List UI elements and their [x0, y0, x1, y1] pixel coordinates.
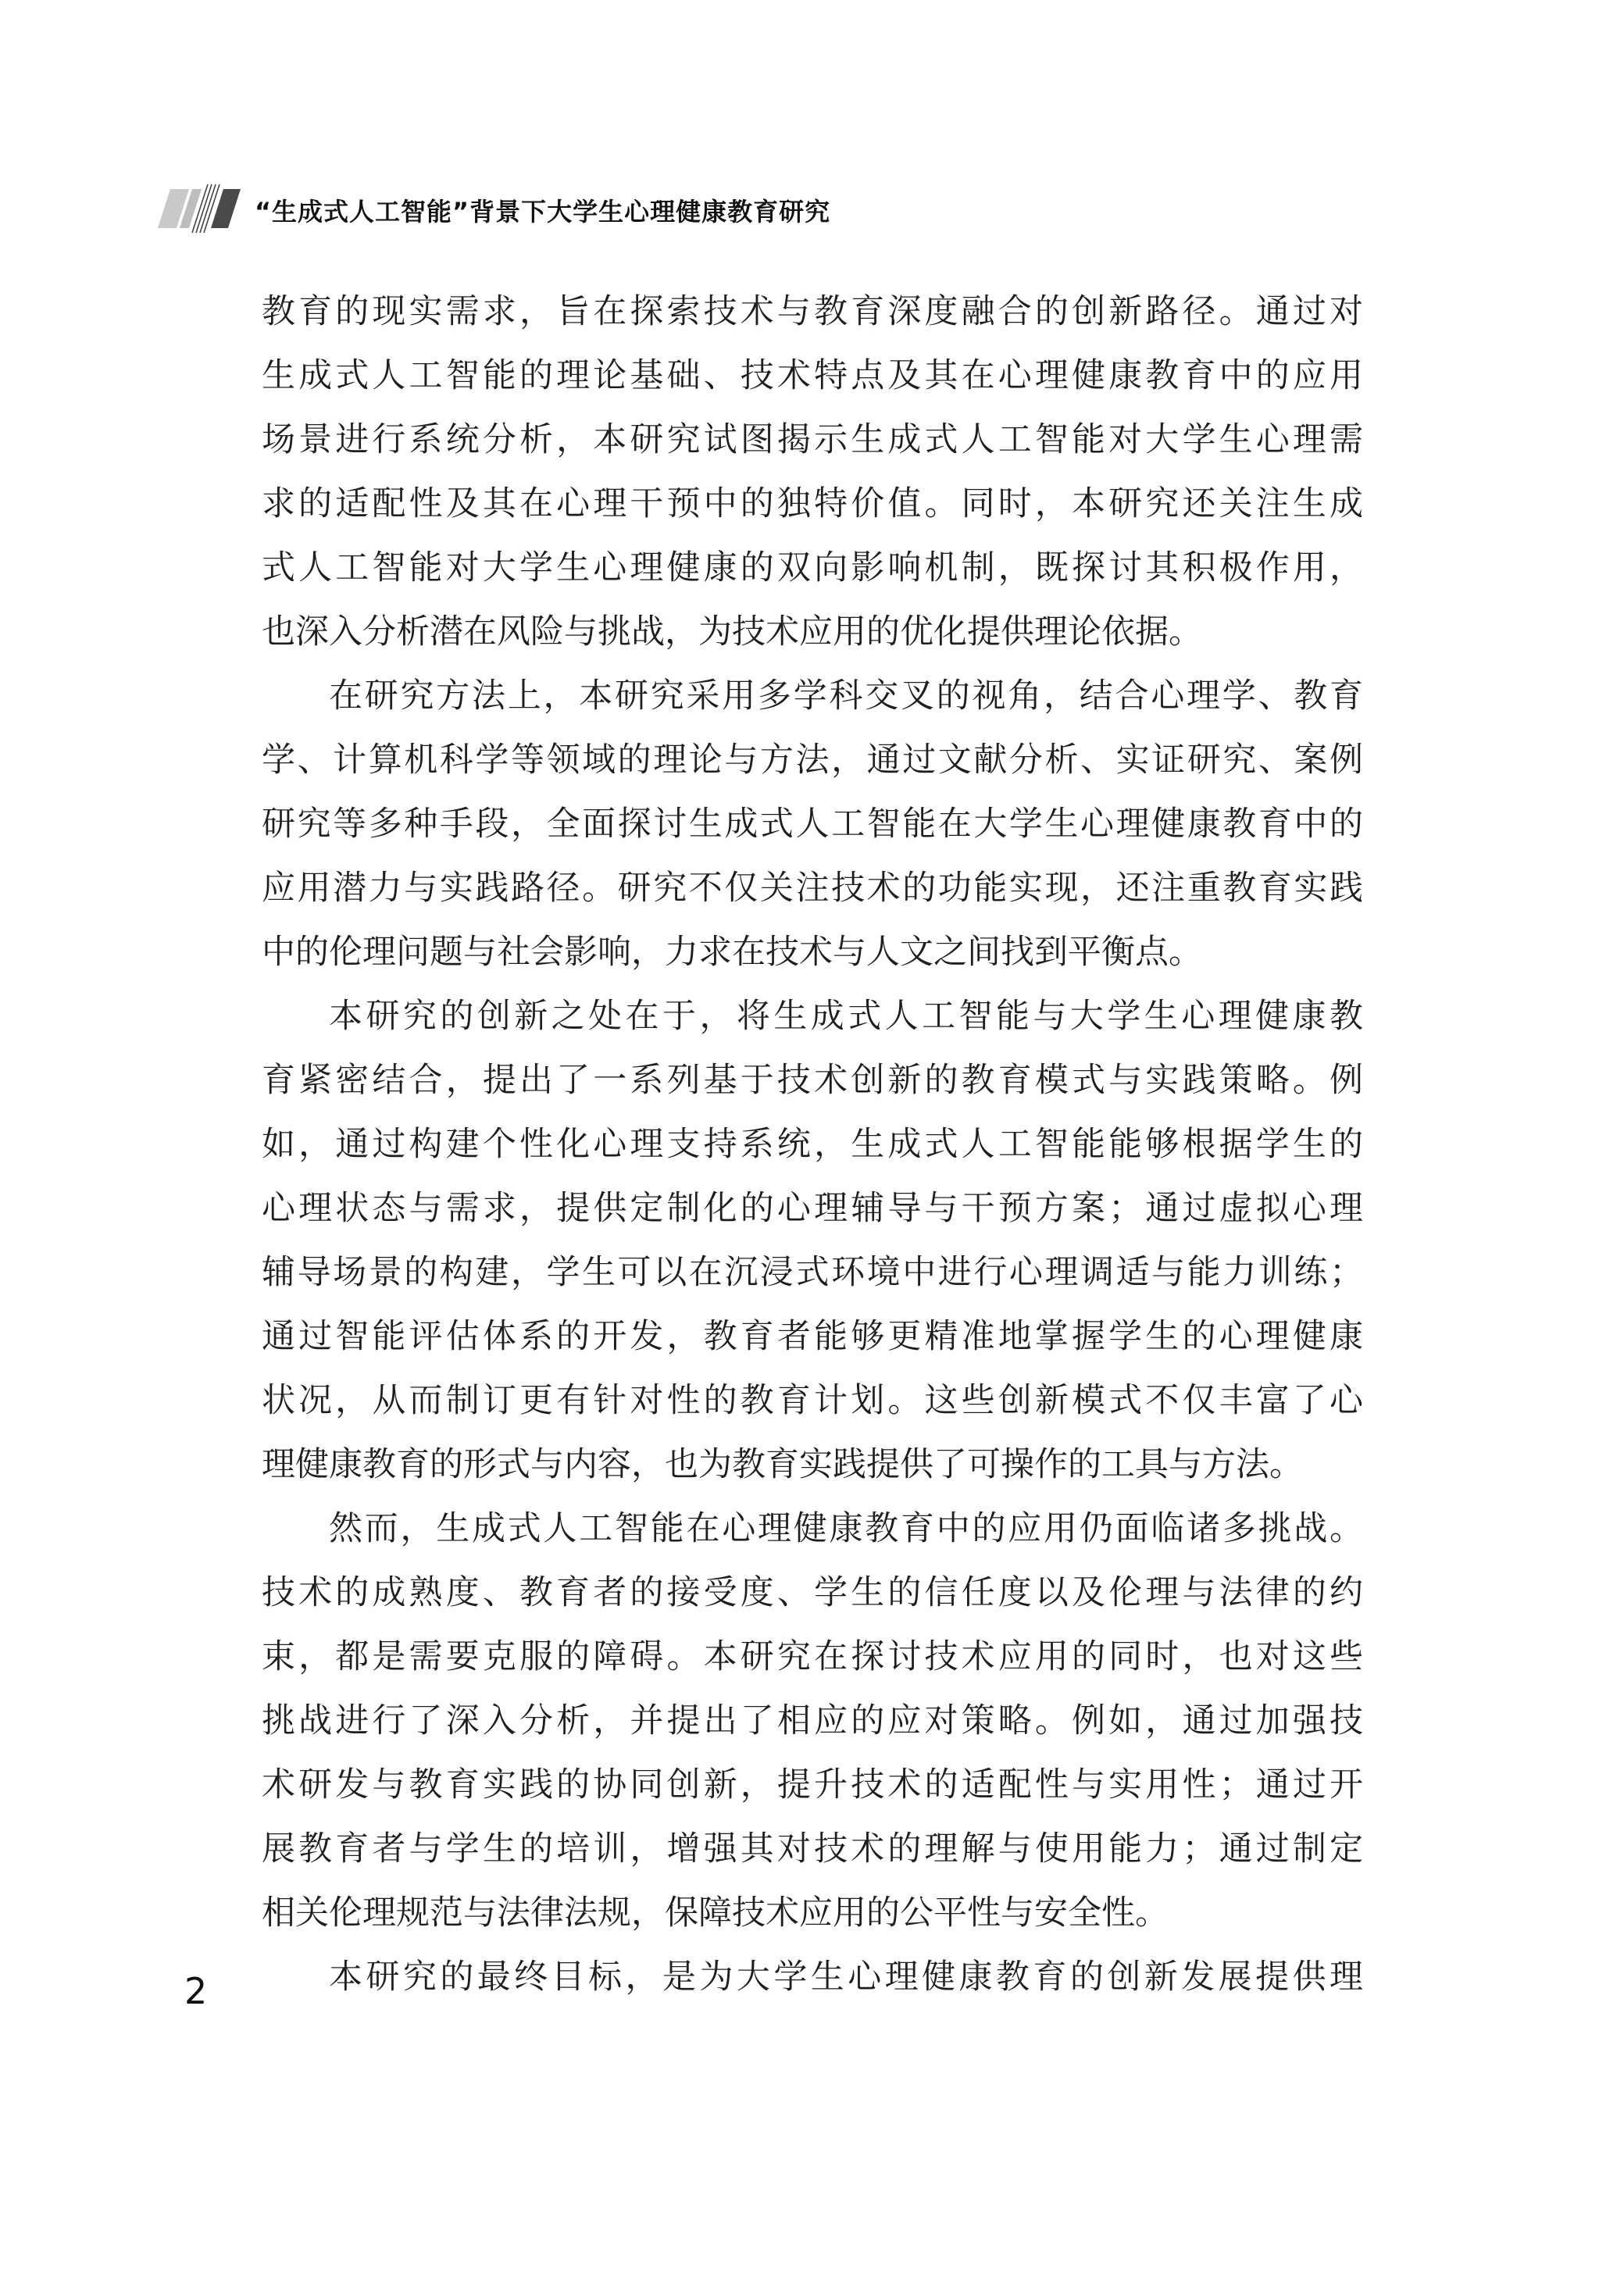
- text-line: 展教育者与学生的培训，增强其对技术的理解与使用能力；通过制定: [262, 1829, 1363, 1868]
- text-line: 术研发与教育实践的协同创新，提升技术的适配性与实用性；通过开: [262, 1765, 1363, 1804]
- text-line: 也深入分析潜在风险与挑战，为技术应用的优化提供理论依据。: [262, 612, 1202, 651]
- text-line: 求的适配性及其在心理干预中的独特价值。同时，本研究还关注生成: [262, 484, 1363, 523]
- paragraph: [262, 280, 1363, 664]
- text-line: 式人工智能对大学生心理健康的双向影响机制，既探讨其积极作用，: [262, 548, 1363, 587]
- running-header: [156, 181, 1328, 236]
- text-line: 生成式人工智能的理论基础、技术特点及其在心理健康教育中的应用: [262, 356, 1363, 395]
- text-line: 通过智能评估体系的开发，教育者能够更精准地掌握学生的心理健康: [262, 1317, 1363, 1356]
- text-line: 本研究的创新之处在于，将生成式人工智能与大学生心理健康教: [329, 997, 1363, 1036]
- text-line: 束，都是需要克服的障碍。本研究在探讨技术应用的同时，也对这些: [262, 1637, 1363, 1676]
- paragraph: [262, 984, 1363, 1497]
- text-line: 学、计算机科学等领域的理论与方法，通过文献分析、实证研究、案例: [262, 741, 1363, 780]
- text-line: 育紧密结合，提出了一系列基于技术创新的教育模式与实践策略。例: [262, 1061, 1363, 1100]
- text-line: 研究等多种手段，全面探讨生成式人工智能在大学生心理健康教育中的: [262, 805, 1363, 844]
- text-line: 本研究的最终目标，是为大学生心理健康教育的创新发展提供理: [329, 1958, 1363, 1997]
- header-stripes-icon: [156, 181, 244, 236]
- paragraph: [262, 1497, 1363, 1945]
- text-line: 技术的成熟度、教育者的接受度、学生的信任度以及伦理与法律的约: [262, 1573, 1363, 1612]
- body-text: [262, 280, 1363, 2009]
- text-line: 理健康教育的形式与内容，也为教育实践提供了可操作的工具与方法。: [262, 1445, 1303, 1484]
- text-line: 挑战进行了深入分析，并提出了相应的应对策略。例如，通过加强技: [262, 1701, 1363, 1740]
- running-header-title: “生成式人工智能”背景下大学生心理健康教育研究: [255, 197, 831, 227]
- text-line: 相关伦理规范与法律法规，保障技术应用的公平性与安全性。: [262, 1893, 1169, 1933]
- text-line: 然而，生成式人工智能在心理健康教育中的应用仍面临诸多挑战。: [329, 1509, 1363, 1548]
- text-line: 应用潜力与实践路径。研究不仅关注技术的功能实现，还注重教育实践: [262, 869, 1363, 908]
- text-line: 状况，从而制订更有针对性的教育计划。这些创新模式不仅丰富了心: [262, 1381, 1363, 1420]
- text-line: 辅导场景的构建，学生可以在沉浸式环境中进行心理调适与能力训练；: [262, 1253, 1363, 1292]
- text-line: 在研究方法上，本研究采用多学科交叉的视角，结合心理学、教育: [329, 676, 1363, 716]
- page-number: 2: [184, 1970, 208, 2012]
- text-line: 教育的现实需求，旨在探索技术与教育深度融合的创新路径。通过对: [262, 292, 1363, 331]
- text-line: 场景进行系统分析，本研究试图揭示生成式人工智能对大学生心理需: [262, 420, 1363, 459]
- text-line: 心理状态与需求，提供定制化的心理辅导与干预方案；通过虚拟心理: [262, 1189, 1363, 1228]
- text-line: 中的伦理问题与社会影响，力求在技术与人文之间找到平衡点。: [262, 933, 1202, 972]
- paragraph: [262, 1945, 1363, 2009]
- paragraph: [262, 664, 1363, 984]
- text-line: 如，通过构建个性化心理支持系统，生成式人工智能能够根据学生的: [262, 1125, 1363, 1164]
